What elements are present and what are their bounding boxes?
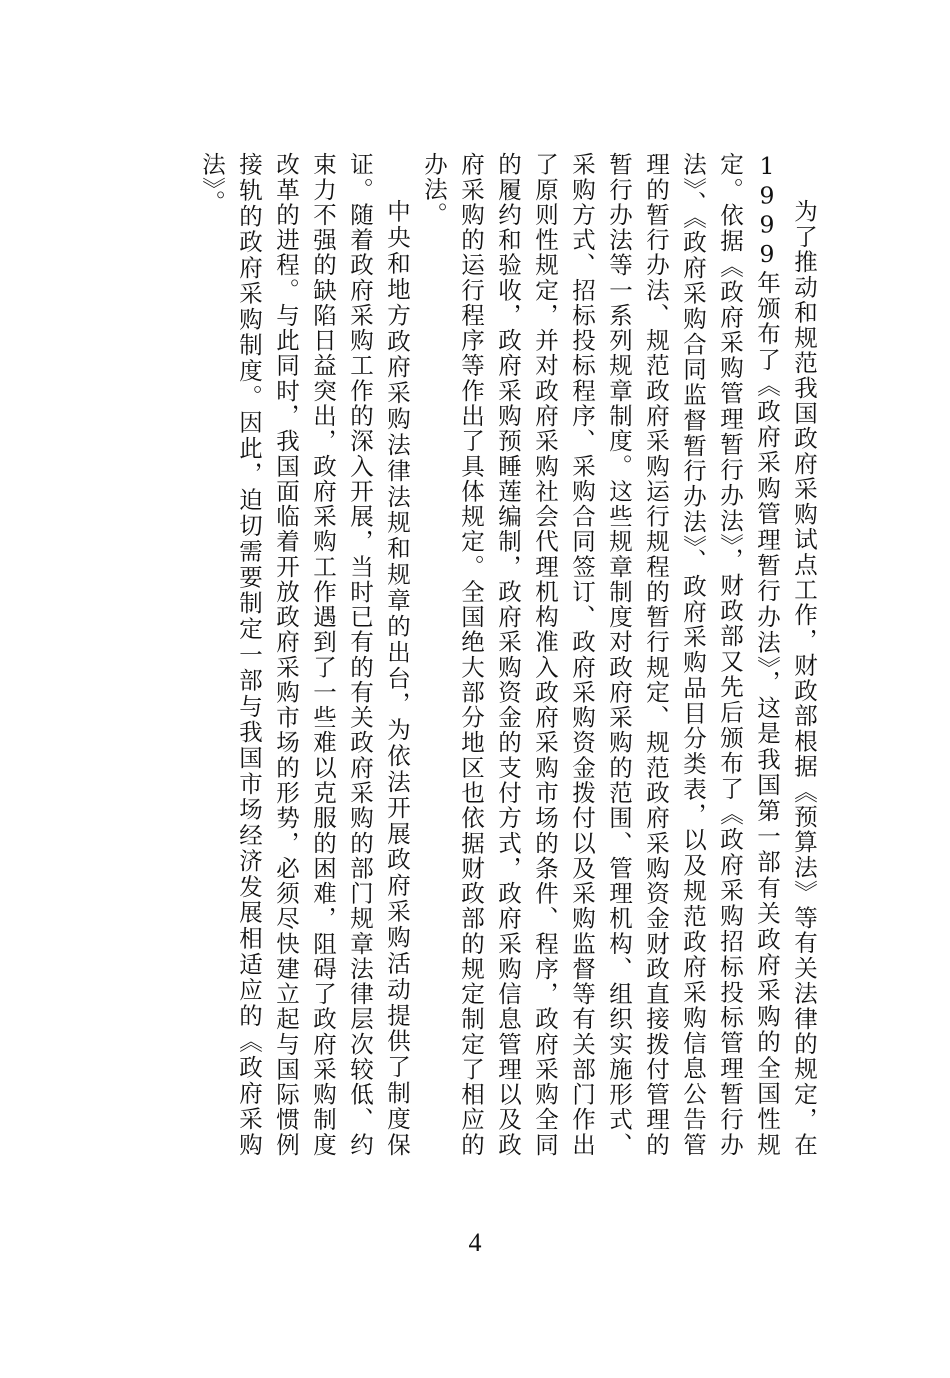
paragraph-1: 为了推动和规范我国政府采购试点工作，财政部根据《预算法》等有关法律的规定，在1999年颁布了《政府采购管理暂行办法》，这是我国第一部有关政府采购的全国性规定。依据《政府采购管理暂行办法》，财政部又先后颁布了《政府采购招标投标管理暂行办法》、《政府采购合同监督暂行办法》、政府采购品目分类表，以及规范政府采购信息公告管理的暂行办法、规范政府采购运行规程的暂行规定、规范政府采购资金财政直接拨付管理的暂行办法等一系列规章制度。这些规章制度对政府采购的范围、管理机构、组织实施形式、采购方式、招标投标程序、采购合同签订、政府采购资金拨付以及采购监督等有关部门作出了原则性规定，并对政府采购社会代理机构准入政府采购市场的条件、程序，政府采购全同的履约和验收，政府采购预睡莲编制，政府采购资金的支付方式，政府采购信息管理以及政府采购的运行程序等作出了具体规定。全国绝大部分地区也依据财政部的规定制定了相应的办法。 bbox=[420, 152, 818, 1157]
page-number: 4 bbox=[468, 1228, 482, 1257]
paragraph-2: 中央和地方政府采购法律法规和规章的出台，为依法开展政府采购活动提供了制度保证。随着政府采购工作的深入开展，当时已有的有关政府采购的部门规章法律层次较低、约束力不强的缺陷日益突出，政府采购工作遇到了一些难以克服的困难，阻碍了政府采购制度改革的进程。与此同时，我国面临着开放政府采购市场的形势，必须尽快建立起与国际惯例接轨的政府采购制度。因此，迫切需要制定一部与我国市场经济发展相适应的《政府采购法》。 bbox=[198, 152, 411, 1157]
body-text bbox=[193, 152, 822, 1157]
